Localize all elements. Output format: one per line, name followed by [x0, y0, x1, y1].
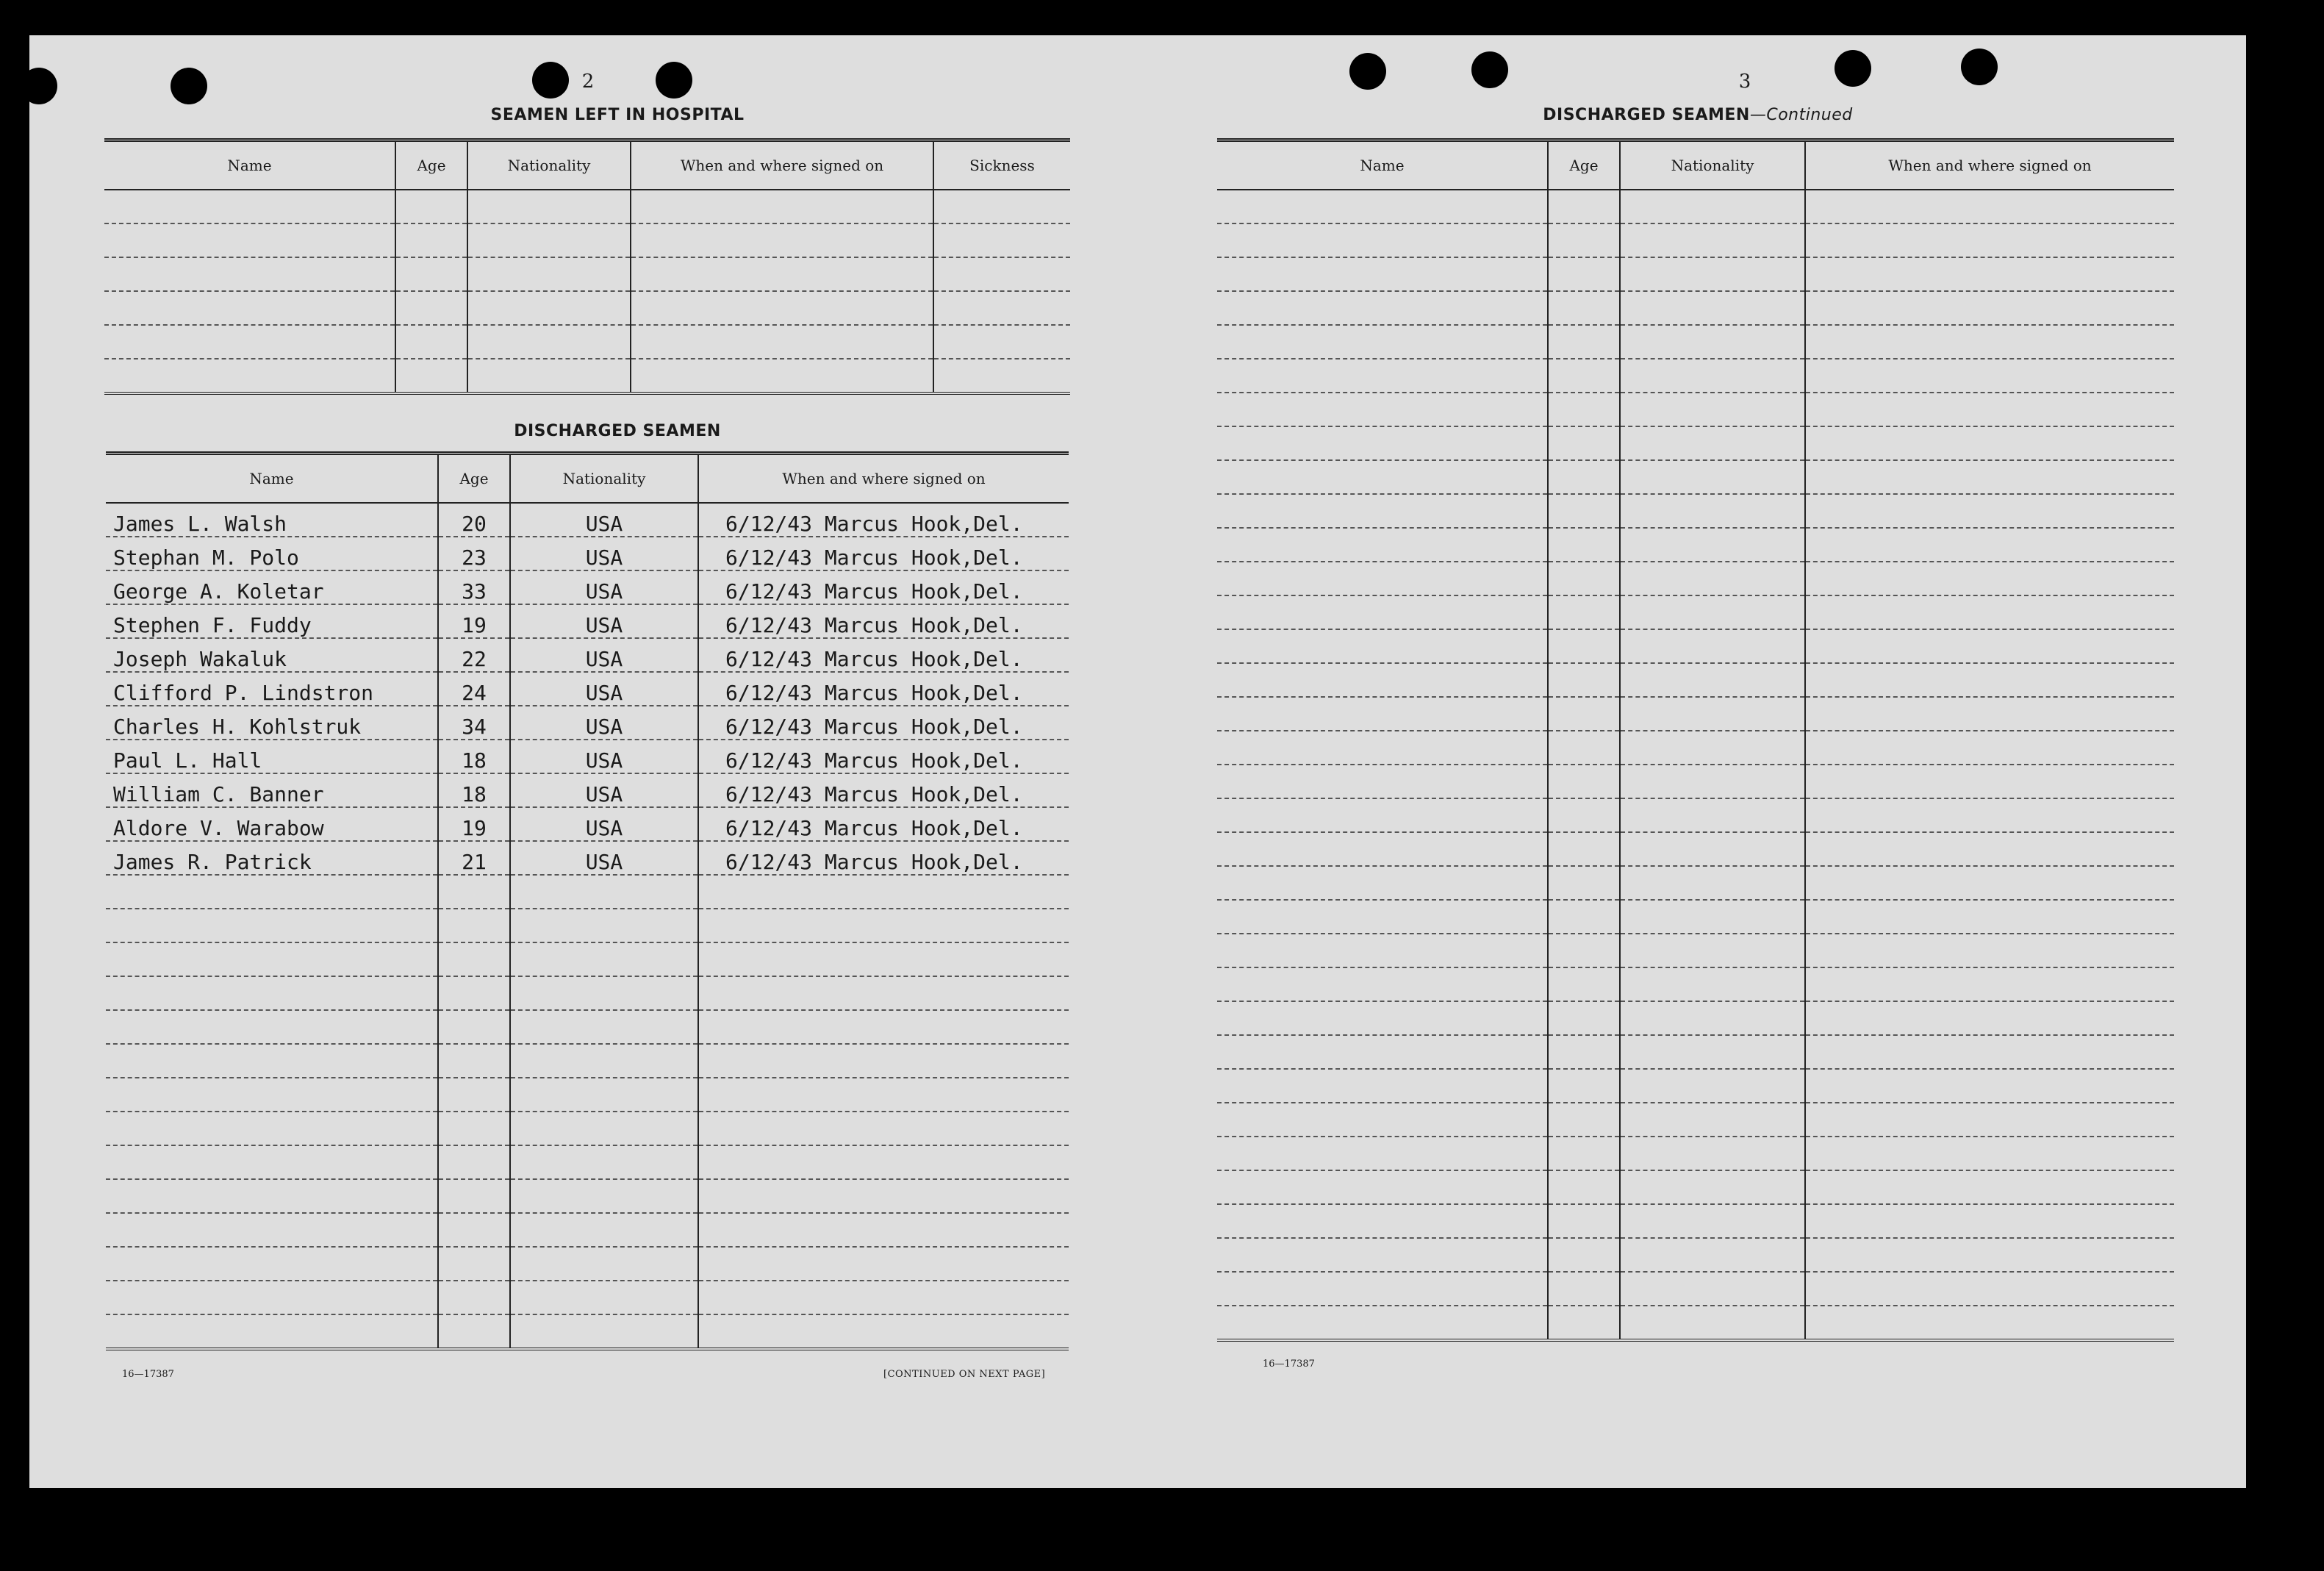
- seaman-signed-on: 6/12/43 Marcus Hook,Del.: [698, 503, 1069, 537]
- title-text: DISCHARGED SEAMEN: [1543, 106, 1750, 124]
- table-row: [1217, 393, 2174, 426]
- seaman-name: Aldore V. Warabow: [106, 807, 438, 841]
- form-number: 16—17387: [1263, 1359, 1315, 1370]
- seaman-nationality: USA: [510, 706, 698, 740]
- table-row: [1217, 562, 2174, 595]
- table-row: [106, 909, 1069, 942]
- column-header: When and where signed on: [631, 140, 933, 190]
- seaman-nationality: USA: [510, 841, 698, 875]
- seaman-age: 20: [438, 503, 510, 537]
- continued-section-title: [1426, 106, 1970, 124]
- table-row: [104, 257, 1070, 291]
- table-row: [104, 190, 1070, 223]
- seaman-age: 19: [438, 604, 510, 638]
- seaman-signed-on: 6/12/43 Marcus Hook,Del.: [698, 706, 1069, 740]
- seaman-age: 19: [438, 807, 510, 841]
- table-row: [106, 773, 1069, 807]
- seaman-nationality: USA: [510, 503, 698, 537]
- seaman-name: Stephen F. Fuddy: [106, 604, 438, 638]
- table-row: [106, 740, 1069, 773]
- table-row: [106, 1179, 1069, 1213]
- seaman-nationality: USA: [510, 740, 698, 773]
- column-header: Age: [395, 140, 467, 190]
- table-row: [106, 1044, 1069, 1078]
- table-row: [1217, 934, 2174, 967]
- table-row: [1217, 629, 2174, 663]
- table-row: [106, 875, 1069, 909]
- table-row: [106, 1078, 1069, 1112]
- page-number: 3: [1738, 71, 1751, 93]
- seaman-nationality: USA: [510, 672, 698, 706]
- table-row: [106, 1314, 1069, 1349]
- table-row: [106, 1247, 1069, 1281]
- seaman-age: 22: [438, 638, 510, 672]
- table-row: [106, 706, 1069, 740]
- table-row: [106, 942, 1069, 976]
- discharged-seamen-table: [106, 451, 1069, 1350]
- hospital-section-title: SEAMEN LEFT IN HOSPITAL: [490, 106, 745, 124]
- table-row: [1217, 1306, 2174, 1340]
- discharged-section-title: DISCHARGED SEAMEN: [514, 422, 721, 440]
- table-row: [1217, 426, 2174, 460]
- table-row: [106, 976, 1069, 1010]
- table-row: [1217, 731, 2174, 765]
- table-row: [106, 672, 1069, 706]
- table-row: [1217, 967, 2174, 1001]
- table-row: [1217, 697, 2174, 731]
- seaman-name: George A. Koletar: [106, 570, 438, 604]
- table-row: [106, 1112, 1069, 1145]
- hospital-table: [104, 138, 1070, 395]
- table-row: [1217, 528, 2174, 562]
- seaman-signed-on: 6/12/43 Marcus Hook,Del.: [698, 672, 1069, 706]
- table-row: [1217, 832, 2174, 866]
- table-row: [106, 1281, 1069, 1314]
- title-suffix: —Continued: [1749, 106, 1853, 124]
- column-header: Name: [104, 140, 395, 190]
- table-row: [106, 537, 1069, 570]
- table-row: [1217, 1272, 2174, 1306]
- table-row: [1217, 1238, 2174, 1272]
- table-row: [106, 1010, 1069, 1044]
- left-page: [29, 35, 1132, 1488]
- seaman-signed-on: 6/12/43 Marcus Hook,Del.: [698, 740, 1069, 773]
- table-row: [1217, 900, 2174, 934]
- seaman-name: James R. Patrick: [106, 841, 438, 875]
- table-row: [1217, 798, 2174, 832]
- seaman-signed-on: 6/12/43 Marcus Hook,Del.: [698, 807, 1069, 841]
- table-row: [1217, 291, 2174, 325]
- discharged-table-header: [106, 454, 1069, 504]
- column-header: Sickness: [933, 140, 1070, 190]
- form-number: 16—17387: [122, 1369, 174, 1380]
- table-row: [1217, 1137, 2174, 1170]
- seaman-nationality: USA: [510, 537, 698, 570]
- table-row: [1217, 866, 2174, 900]
- seaman-nationality: USA: [510, 570, 698, 604]
- table-row: [106, 638, 1069, 672]
- column-header: Nationality: [510, 454, 698, 504]
- seaman-signed-on: 6/12/43 Marcus Hook,Del.: [698, 604, 1069, 638]
- seaman-signed-on: 6/12/43 Marcus Hook,Del.: [698, 773, 1069, 807]
- column-header: Name: [106, 454, 438, 504]
- table-row: [1217, 1001, 2174, 1035]
- seaman-age: 18: [438, 773, 510, 807]
- column-header: Name: [1217, 140, 1548, 190]
- seaman-name: William C. Banner: [106, 773, 438, 807]
- table-row: [104, 325, 1070, 359]
- seaman-name: Joseph Wakaluk: [106, 638, 438, 672]
- seaman-age: 21: [438, 841, 510, 875]
- table-row: [1217, 257, 2174, 291]
- discharged-continued-table: [1217, 138, 2174, 1342]
- seaman-signed-on: 6/12/43 Marcus Hook,Del.: [698, 537, 1069, 570]
- table-row: [1217, 1103, 2174, 1137]
- seaman-name: Paul L. Hall: [106, 740, 438, 773]
- seaman-signed-on: 6/12/43 Marcus Hook,Del.: [698, 570, 1069, 604]
- page-number: 2: [581, 71, 595, 93]
- column-header: Age: [1548, 140, 1620, 190]
- right-page: [1132, 35, 2246, 1488]
- table-row: [1217, 595, 2174, 629]
- seaman-signed-on: 6/12/43 Marcus Hook,Del.: [698, 841, 1069, 875]
- seaman-age: 34: [438, 706, 510, 740]
- continued-table-header: [1217, 140, 2174, 190]
- column-header: When and where signed on: [1805, 140, 2174, 190]
- table-row: [1217, 460, 2174, 494]
- seaman-nationality: USA: [510, 773, 698, 807]
- column-header: Age: [438, 454, 510, 504]
- column-header: Nationality: [467, 140, 631, 190]
- table-row: [1217, 223, 2174, 257]
- table-row: [1217, 359, 2174, 393]
- seaman-nationality: USA: [510, 807, 698, 841]
- column-header: When and where signed on: [698, 454, 1069, 504]
- hospital-table-header: [104, 140, 1070, 190]
- continued-note: [CONTINUED ON NEXT PAGE]: [883, 1369, 1046, 1380]
- table-row: [106, 604, 1069, 638]
- seaman-nationality: USA: [510, 604, 698, 638]
- seaman-name: Stephan M. Polo: [106, 537, 438, 570]
- seaman-name: Charles H. Kohlstruk: [106, 706, 438, 740]
- table-row: [1217, 1035, 2174, 1069]
- seaman-age: 23: [438, 537, 510, 570]
- table-row: [1217, 663, 2174, 697]
- seaman-age: 24: [438, 672, 510, 706]
- table-row: [1217, 1204, 2174, 1238]
- seaman-signed-on: 6/12/43 Marcus Hook,Del.: [698, 638, 1069, 672]
- table-row: [106, 807, 1069, 841]
- table-row: [1217, 765, 2174, 798]
- table-row: [1217, 325, 2174, 359]
- table-row: [106, 570, 1069, 604]
- table-row: [1217, 1069, 2174, 1103]
- table-row: [104, 291, 1070, 325]
- table-row: [106, 841, 1069, 875]
- table-row: [104, 223, 1070, 257]
- table-row: [104, 359, 1070, 393]
- seaman-nationality: USA: [510, 638, 698, 672]
- table-row: [1217, 494, 2174, 528]
- continued-table-body: [1217, 190, 2174, 1340]
- table-row: [106, 1213, 1069, 1247]
- table-row: [1217, 1170, 2174, 1204]
- seaman-name: Clifford P. Lindstron: [106, 672, 438, 706]
- table-row: [106, 1145, 1069, 1179]
- seaman-age: 33: [438, 570, 510, 604]
- table-row: [1217, 190, 2174, 223]
- document-sheet: [29, 35, 2246, 1488]
- seaman-name: James L. Walsh: [106, 503, 438, 537]
- seaman-age: 18: [438, 740, 510, 773]
- column-header: Nationality: [1620, 140, 1805, 190]
- table-row: [106, 503, 1069, 537]
